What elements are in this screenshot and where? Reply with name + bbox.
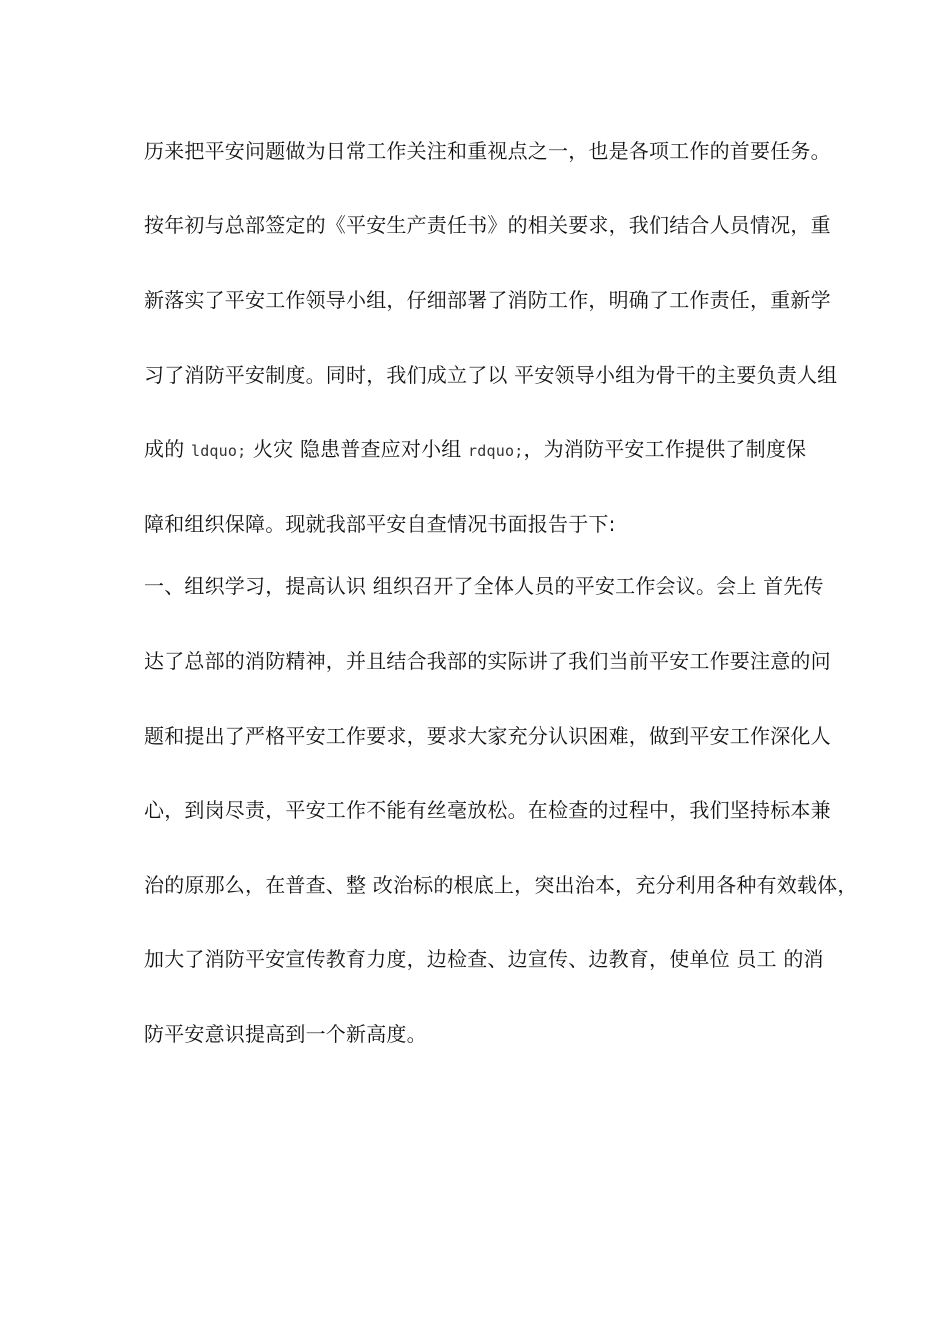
paragraph-line-2: 按年初与总部签定的《平安生产责任书》的相关要求，我们结合人员情况，重: [144, 213, 831, 237]
paragraph-line-3: 新落实了平安工作领导小组，仔细部署了消防工作，明确了工作责任，重新学: [144, 288, 831, 312]
paragraph-line-5: [144, 437, 844, 463]
paragraph-line-1: 历来把平安问题做为日常工作关注和重视点之一，也是各项工作的首要任务。: [144, 139, 831, 163]
line-5-text-b: 火灾 隐患普查应对小组: [246, 437, 469, 461]
paragraph-line-13: 防平安意识提高到一个新高度。: [144, 1022, 427, 1046]
paragraph-line-9: 题和提出了严格平安工作要求，要求大家充分认识困难，做到平安工作深化人: [144, 724, 831, 748]
paragraph-line-11: 治的原那么，在普查、整 改治标的根底上，突出治本，充分利用各种有效载体，: [144, 873, 858, 897]
paragraph-line-6: 障和组织保障。现就我部平安自查情况书面报告于下:: [144, 512, 616, 536]
paragraph-line-4: 习了消防平安制度。同时，我们成立了以 平安领导小组为骨干的主要负责人组: [144, 363, 838, 387]
rdquo-entity-text: rdquo;: [468, 442, 524, 460]
line-5-text-c: ，为消防平安工作提供了制度保: [523, 437, 807, 461]
section-heading-line: 一、组织学习，提高认识 组织召开了全体人员的平安工作会议。会上 首先传: [144, 574, 824, 598]
ldquo-entity-text: ldquo;: [190, 442, 247, 460]
paragraph-line-8: 达了总部的消防精神，并且结合我部的实际讲了我们当前平安工作要注意的问: [144, 649, 831, 673]
paragraph-line-12: 加大了消防平安宣传教育力度，边检查、边宣传、边教育，使单位 员工 的消: [144, 947, 824, 971]
line-5-text-a: 成的: [144, 437, 191, 461]
paragraph-line-10: 心，到岗尽责，平安工作不能有丝毫放松。在检查的过程中，我们坚持标本兼: [144, 798, 831, 822]
